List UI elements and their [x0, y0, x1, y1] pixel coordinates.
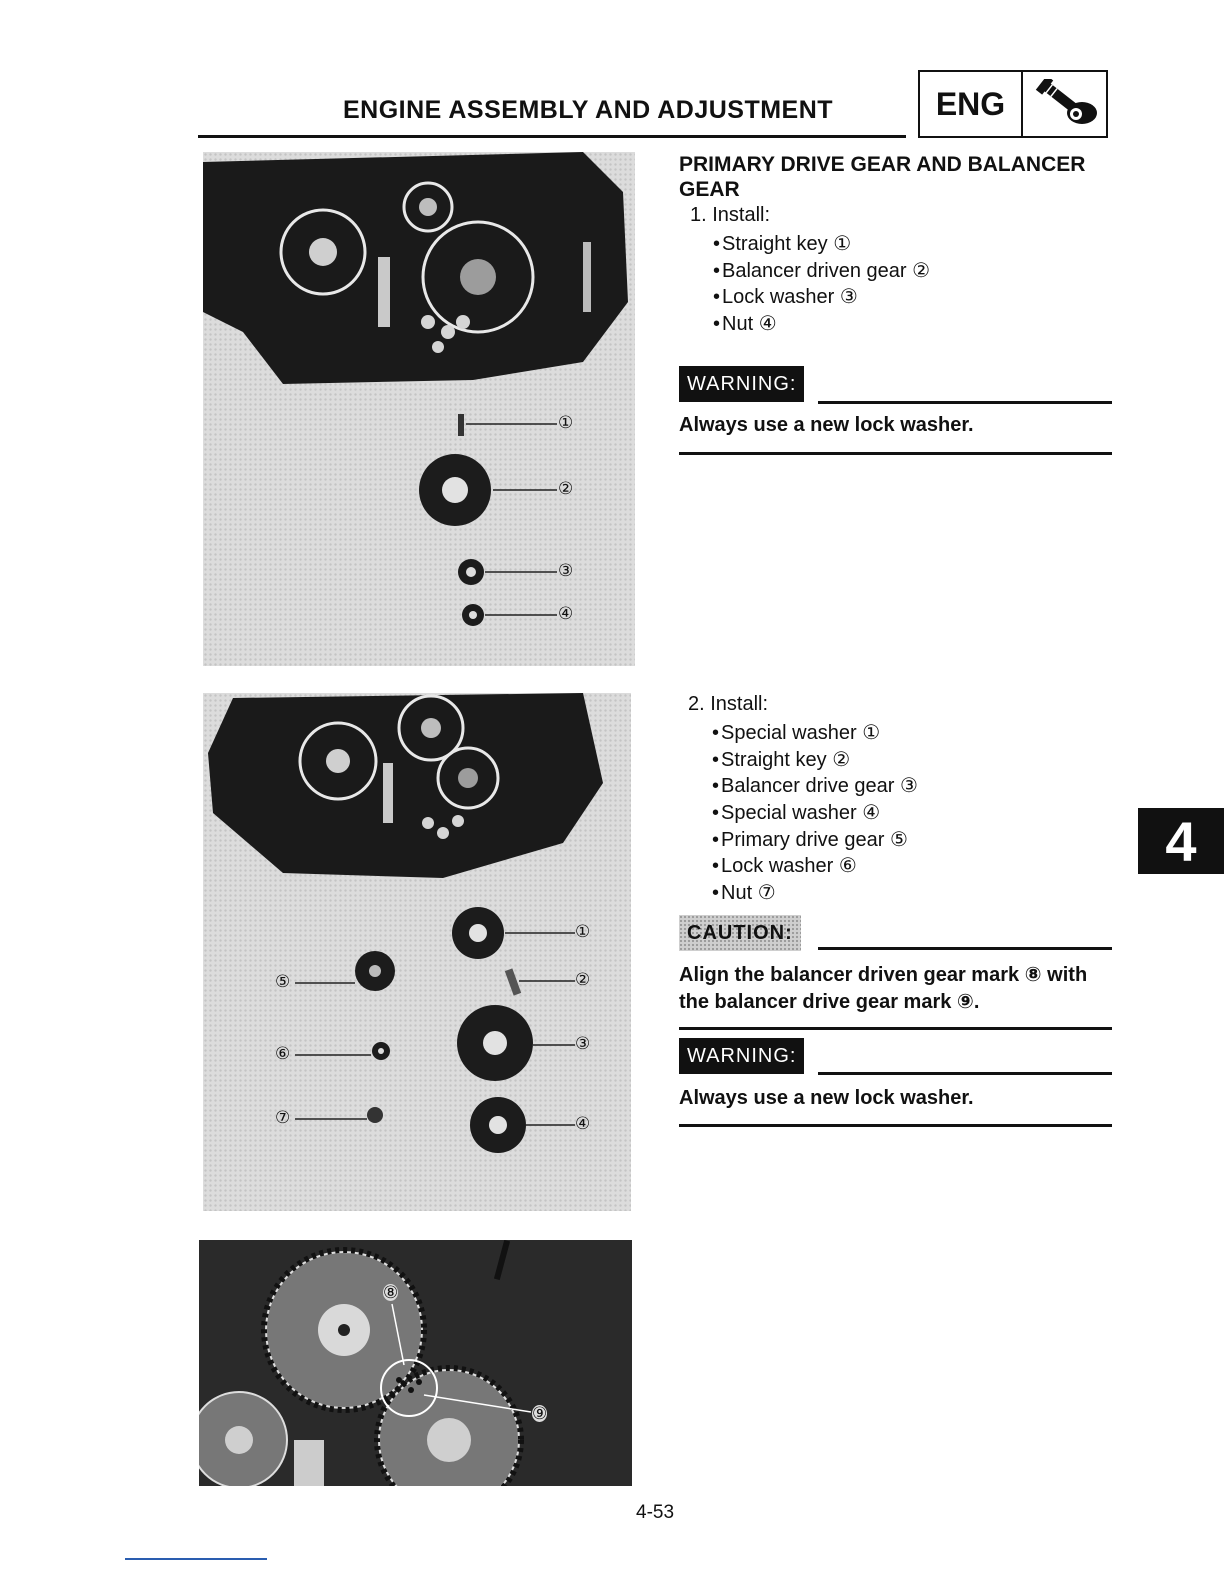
chapter-tab: 4: [1138, 808, 1224, 874]
bullet-glyph: •: [712, 882, 720, 904]
figure-3-gear-alignment: [199, 1240, 632, 1486]
figure-1-callout-2: ②: [558, 479, 574, 498]
page-number: 4-53: [636, 1502, 675, 1523]
figure-1-drawing: [203, 152, 635, 666]
step-2-item-text: Balancer drive gear: [721, 775, 895, 797]
warning-end-rule: [679, 1124, 1112, 1127]
step-1-item-text: Lock washer: [722, 286, 835, 308]
step-1-item-ref: ②: [912, 260, 931, 282]
figure-2-callout-5: ⑤: [275, 972, 291, 991]
step-2-item-text: Special washer: [721, 802, 857, 824]
step-2-item-ref: ⑦: [757, 882, 776, 904]
step-2-item: [712, 720, 880, 745]
figure-2-drawing: [203, 693, 631, 1211]
step-2-item-ref: ⑥: [838, 855, 857, 877]
step-2-item-ref: ①: [862, 722, 881, 744]
step-1-item-text: Nut: [722, 313, 754, 335]
section-badge: [918, 70, 1108, 138]
step-2-item: [712, 853, 857, 878]
step-1-item: [713, 231, 851, 256]
step-2-item-ref: ④: [862, 802, 881, 824]
step-2-item-text: Primary drive gear: [721, 829, 885, 851]
figure-2-callout-6: ⑥: [275, 1044, 291, 1063]
step-2-item: [712, 800, 880, 825]
figure-2-callout-3: ③: [575, 1034, 591, 1053]
bullet-glyph: •: [713, 233, 721, 255]
section-badge-label: ENG: [920, 72, 1023, 136]
figure-2-exploded-view: [203, 693, 631, 1211]
step-2-item-text: Special washer: [721, 722, 857, 744]
figure-2-callout-7: ⑦: [275, 1108, 291, 1127]
step-2-item-text: Nut: [721, 882, 753, 904]
warning-rule: [818, 401, 1112, 404]
caution-rule: [818, 947, 1112, 950]
step-1-item-ref: ④: [758, 313, 777, 335]
bullet-glyph: •: [712, 775, 720, 797]
step-2-label: 2. Install:: [688, 693, 769, 715]
bullet-glyph: •: [712, 829, 720, 851]
warning-label: WARNING:: [679, 366, 804, 402]
step-1-item: [713, 258, 930, 283]
warning-text: Always use a new lock washer.: [679, 1087, 974, 1109]
step-2-item: [712, 773, 918, 798]
step-2-item-ref: ③: [900, 775, 918, 797]
step-2-item-ref: ⑤: [889, 829, 908, 851]
footer-line: [125, 1558, 267, 1560]
bullet-glyph: •: [713, 260, 721, 282]
step-1-item-text: Balancer driven gear: [722, 260, 907, 282]
figure-2-callout-1: ①: [575, 922, 591, 941]
figure-2-callout-2: ②: [575, 970, 591, 989]
figure-3-callout-8: ⑧: [383, 1283, 399, 1302]
step-2-item: [712, 747, 850, 772]
caution-text-line-2: the balancer drive gear mark ⑨.: [679, 991, 980, 1013]
page-title: ENGINE ASSEMBLY AND ADJUSTMENT: [343, 96, 834, 124]
bullet-glyph: •: [712, 722, 720, 744]
figure-3-callout-9: ⑨: [532, 1404, 548, 1423]
step-2-item-text: Lock washer: [721, 855, 834, 877]
warning-text: Always use a new lock washer.: [679, 414, 974, 436]
step-1-label: 1. Install:: [690, 204, 771, 226]
caution-end-rule: [679, 1027, 1112, 1030]
bullet-glyph: •: [713, 313, 721, 335]
bullet-glyph: •: [713, 286, 721, 308]
step-2-item-text: Straight key: [721, 749, 827, 771]
caution-label: CAUTION:: [679, 915, 801, 951]
step-2-item: [712, 880, 776, 905]
figure-1-callout-1: ①: [558, 413, 574, 432]
step-1-item-ref: ③: [839, 286, 858, 308]
bullet-glyph: •: [712, 855, 720, 877]
bullet-glyph: •: [712, 749, 720, 771]
figure-1-callout-3: ③: [558, 561, 574, 580]
step-1-item: [713, 284, 858, 309]
step-1-item-text: Straight key: [722, 233, 828, 255]
engine-wrench-icon: [1023, 72, 1106, 136]
figure-2-callout-4: ④: [575, 1114, 591, 1133]
step-1-item-ref: ①: [833, 233, 852, 255]
bullet-glyph: •: [712, 802, 720, 824]
step-1-item: [713, 311, 777, 336]
section-heading: PRIMARY DRIVE GEAR AND BALANCER GEAR: [679, 153, 1086, 201]
figure-1-callout-4: ④: [558, 604, 574, 623]
step-2-item-ref: ②: [832, 749, 851, 771]
step-2-item: [712, 827, 908, 852]
header-rule: [198, 135, 906, 138]
warning-end-rule: [679, 452, 1112, 455]
figure-1-exploded-view: [203, 152, 635, 666]
warning-label: WARNING:: [679, 1038, 804, 1074]
caution-text-line-1: Align the balancer driven gear mark ⑧ with: [679, 964, 1088, 986]
warning-rule: [818, 1072, 1112, 1075]
figure-3-drawing: [199, 1240, 632, 1486]
